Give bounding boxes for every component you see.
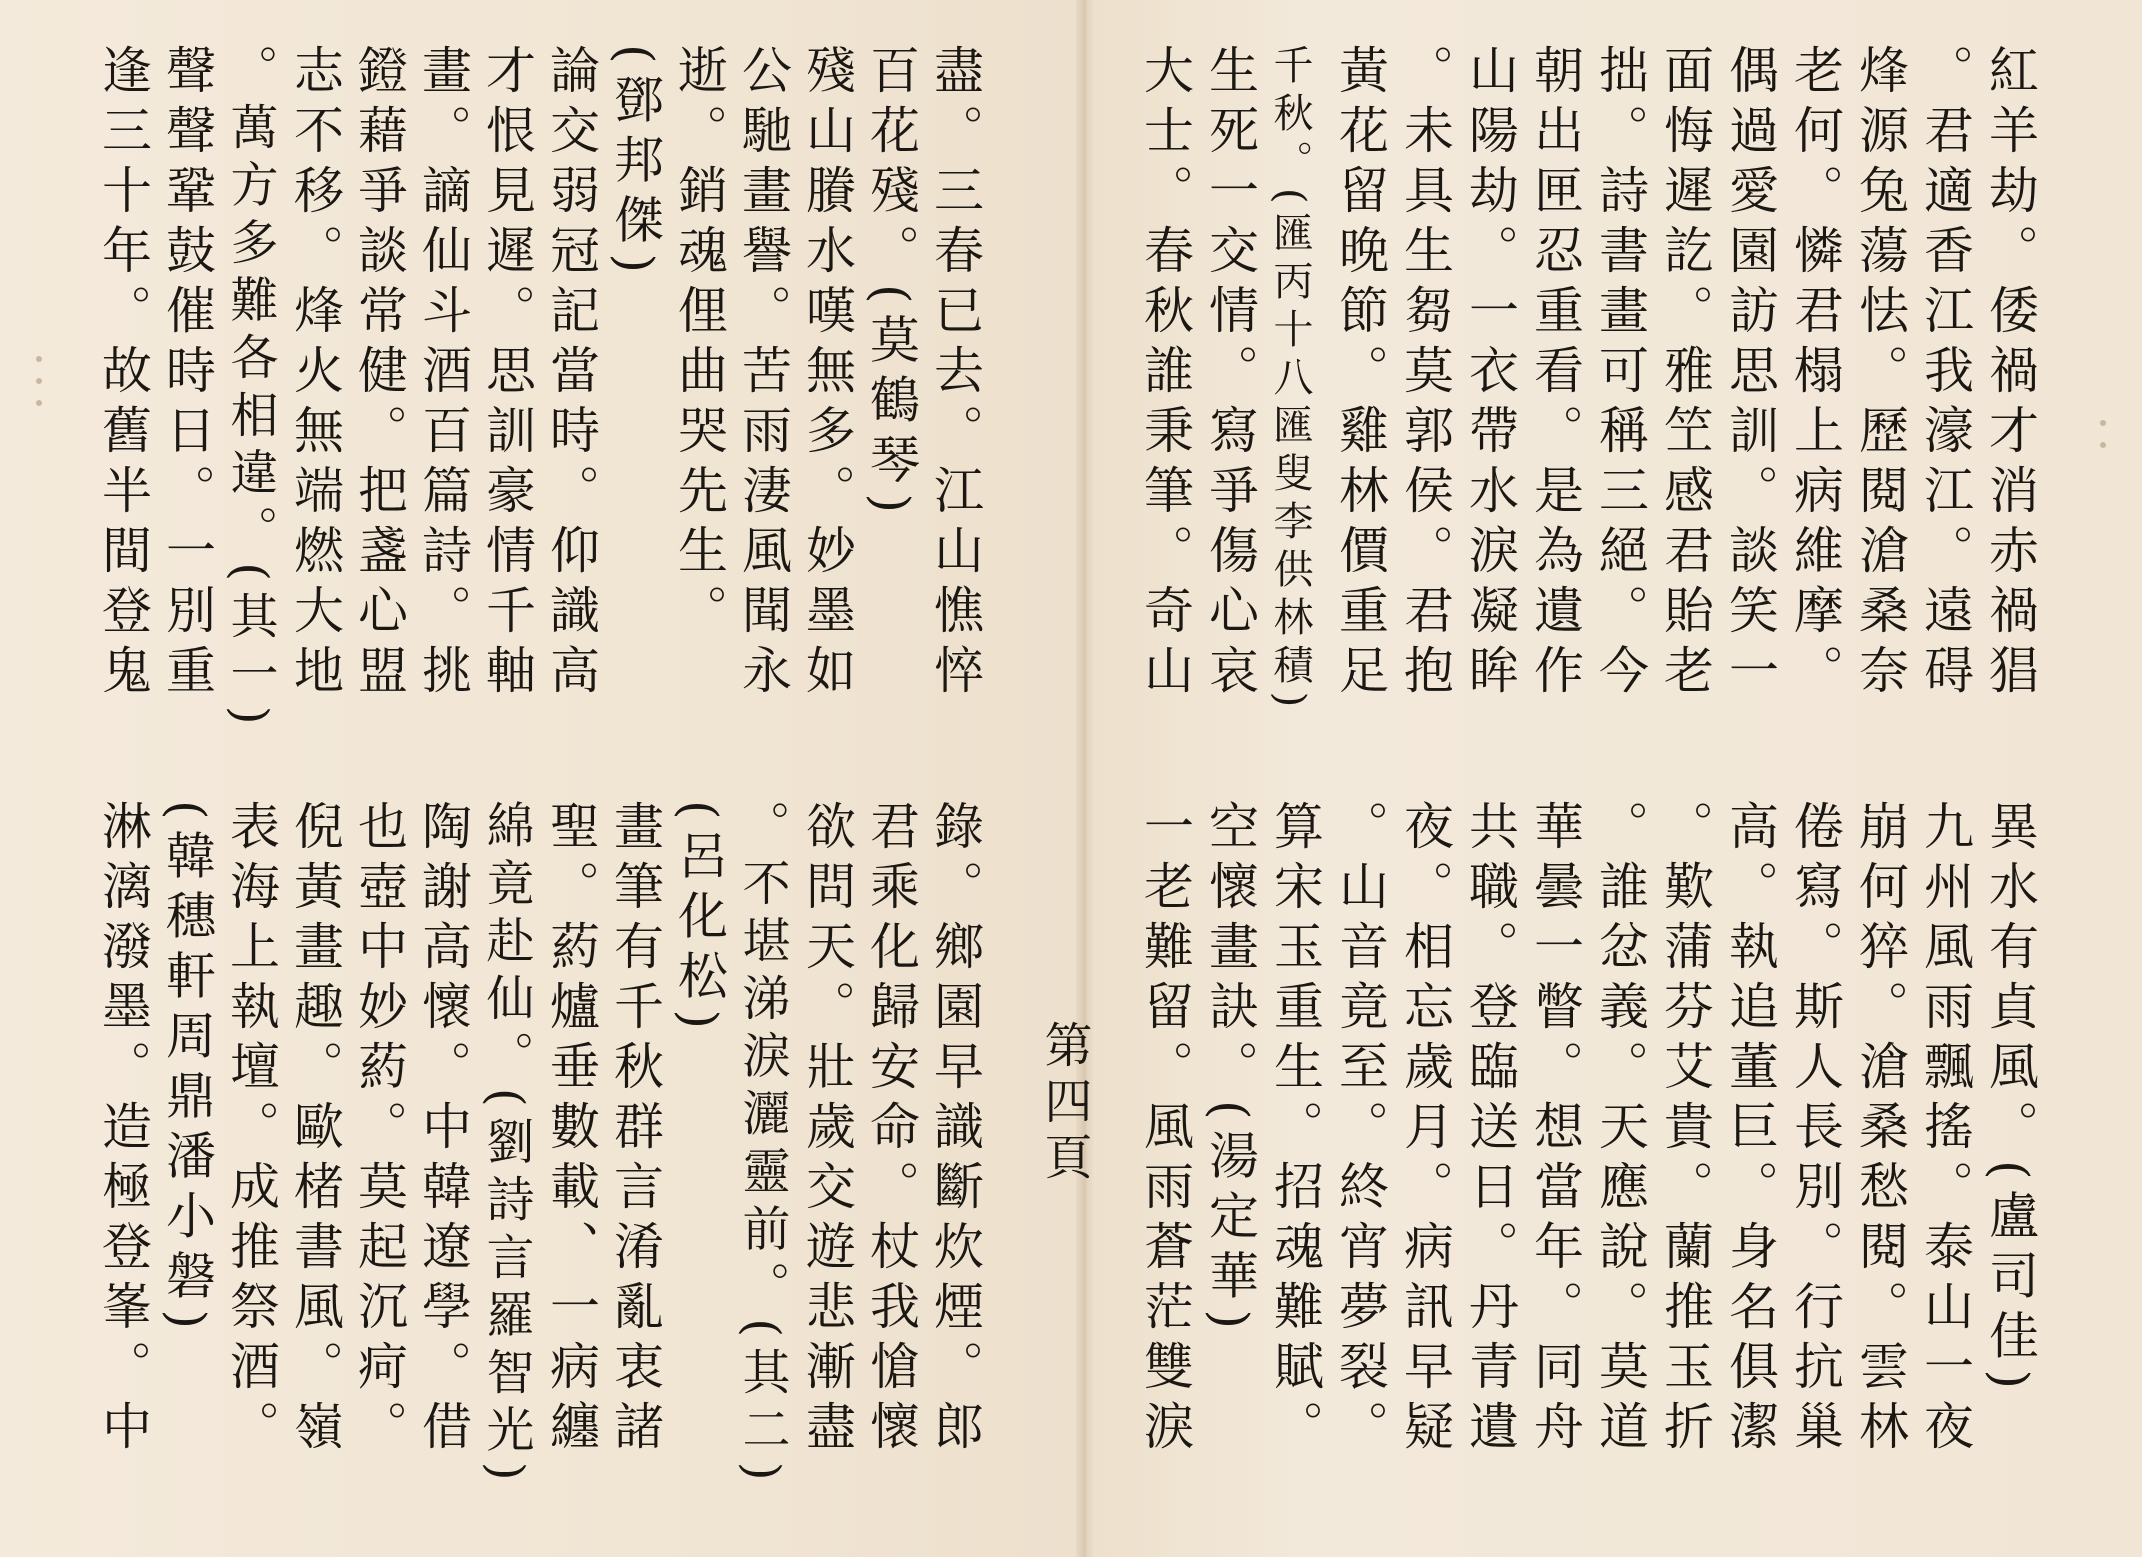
right-upper-column: 生死一交情。寫爭傷心哀 [1201,44,1259,704]
right-upper-column: 烽源兔蕩怯。歷閱滄桑奈 [1851,44,1909,704]
right-upper-column: 山陽劫。一衣帶水淚凝眸 [1461,44,1519,704]
left-upper-column: 逝。銷魂俚曲哭先生。 [670,44,728,644]
right-upper-column: 拙。詩書畫可稱三絕。今 [1591,44,1649,704]
left-lower-column: 欲問天。壯歲交遊悲漸盡 [798,800,856,1460]
right-lower-column: 一老難留。風雨蒼茫雙淚 [1136,800,1194,1460]
right-lower-column: 算宋玉重生。招魂難賦。 [1266,800,1324,1460]
left-lower-column: 表海上執壇。成推祭酒。 [222,800,280,1460]
right-upper-column: 朝出匣忍重看。是為遺作 [1526,44,1584,704]
left-lower-column: 君乘化歸安命。杖我愴懷 [862,800,920,1460]
right-lower-column: 。山音竟至。終宵夢裂。 [1331,800,1389,1460]
left-lower-column: 綿竟赴仙。(劉詩言羅智光) [478,800,534,1491]
binding-mark [2100,420,2106,426]
binding-mark [2100,442,2106,448]
left-upper-column: (鄧邦傑) [606,44,664,284]
left-lower-column: 倪黃畫趣。歐楮書風。嶺 [286,800,344,1460]
right-upper-column: 。未具生芻莫郭侯。君抱 [1396,44,1454,704]
left-lower-column: 聖。葯爐垂數載、一病纏 [542,800,600,1460]
right-lower-column: 共職。登臨送日。丹青遺 [1461,800,1519,1460]
left-upper-column: 鐙藉爭談常健。把盞心盟 [350,44,408,704]
right-lower-column: 倦寫。斯人長別。行抗巢 [1786,800,1844,1460]
left-lower-column: 。不堪涕淚灑靈前。(其二) [734,800,790,1491]
right-upper-column: 大士。春秋誰秉筆。奇山 [1136,44,1194,704]
left-upper-column: 聲聲鞏鼓催時日。一別重 [158,44,216,704]
left-upper-column: 盡。三春已去。江山憔悴 [926,44,984,704]
left-lower-column: 畫筆有千秋群言淆亂衷諸 [606,800,664,1460]
left-upper-column: 論交弱冠記當時。仰識高 [542,44,600,704]
left-lower-column: 陶謝高懷。中韓遼學。借 [414,800,472,1460]
right-lower-column: 。歎蒲芬艾貴。蘭推玉折 [1656,800,1714,1460]
binding-mark [36,400,42,406]
right-lower-column: 高。執追董巨。身名俱潔 [1721,800,1779,1460]
right-lower-column: 空懷畫訣。(湯定華) [1201,800,1259,1340]
right-upper-column: 面悔遲訖。雅笁感君貽老 [1656,44,1714,704]
right-lower-column: 九州風雨飄搖。泰山一夜 [1916,800,1974,1460]
left-upper-column: 百花殘。(莫鶴琴) [862,44,920,524]
left-lower-column: (呂化松) [670,800,728,1040]
left-upper-column: 。萬方多難各相違。(其一) [222,44,278,735]
right-upper-column: 千秋。(匯丙十八匯叟李供林積) [1267,44,1313,716]
left-lower-column: (韓穗軒周鼎潘小磐) [158,800,216,1340]
right-upper-column: 黃花留晚節。雞林價重足 [1331,44,1389,704]
right-upper-column: 偶過愛園訪思訓。談笑一 [1721,44,1779,704]
book-gutter [1076,0,1096,1557]
binding-mark [36,356,42,362]
page-number: 第四頁 [1036,1020,1092,1188]
left-upper-column: 才恨見遲。思訓豪情千軸 [478,44,536,704]
left-upper-column: 志不移。烽火無端燃大地 [286,44,344,704]
right-lower-column: 。誰忿義。天應說。莫道 [1591,800,1649,1460]
left-lower-column: 錄。鄉園早識斷炊煙。郎 [926,800,984,1460]
right-lower-column: 崩何猝。滄桑愁閱。雲林 [1851,800,1909,1460]
left-lower-column: 淋漓潑墨。造極登峯。中 [94,800,152,1460]
left-upper-column: 畫。謫仙斗酒百篇詩。挑 [414,44,472,704]
right-upper-column: 老何。憐君榻上病維摩。 [1786,44,1844,704]
left-upper-column: 逢三十年。故舊半間登鬼 [94,44,152,704]
right-upper-column: 紅羊劫。倭禍才消赤禍猖 [1981,44,2039,704]
right-upper-column: 。君適香江我濠江。遠碍 [1916,44,1974,704]
right-lower-column: 異水有貞風。(盧司佳) [1981,800,2039,1400]
left-upper-column: 殘山賸水嘆無多。妙墨如 [798,44,856,704]
left-upper-column: 公馳畫譽。苦雨淒風聞永 [734,44,792,704]
binding-mark [36,378,42,384]
right-lower-column: 夜。相忘歲月。病訊早疑 [1396,800,1454,1460]
left-lower-column: 也壺中妙葯。莫起沉疴。 [350,800,408,1460]
right-lower-column: 華曇一瞥。想當年。同舟 [1526,800,1584,1460]
